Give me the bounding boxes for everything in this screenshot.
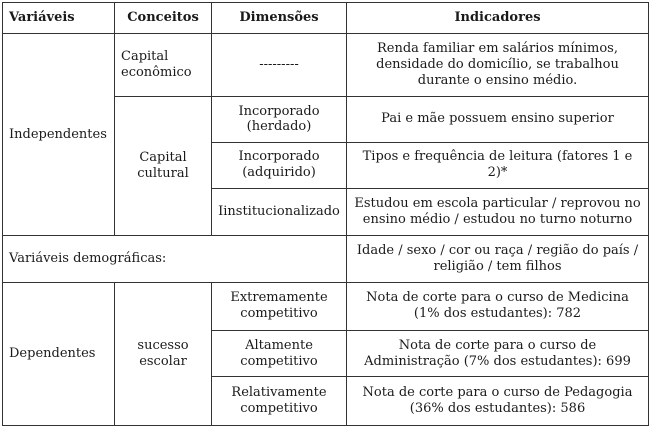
variables-table (2, 2, 649, 426)
indicator-cell: Estudou em escola particular / reprovou no ensino médio / estudou no turno noturno (347, 188, 649, 235)
capital-economico-indicator: Renda familiar em salários mínimos, densidade do domicílio, se trabalhou durante o ensino médio. (347, 34, 649, 97)
dimension-cell: Altamente competitivo (212, 330, 347, 376)
dimension-cell: Extremamente competitivo (212, 282, 347, 330)
header-conceitos: Conceitos (115, 3, 212, 34)
indicator-cell: Nota de corte para o curso de Administração (7% dos estudantes): 699 (347, 330, 649, 376)
indicator-cell: Nota de corte para o curso de Medicina (1% dos estudantes): 782 (347, 282, 649, 330)
capital-cultural-concept: Capital cultural (115, 96, 212, 235)
dimension-cell: Incorporado (adquirido) (212, 143, 347, 188)
header-indicadores: Indicadores (347, 3, 649, 34)
dimension-cell: Incorporado (herdado) (212, 96, 347, 142)
header-row (3, 3, 649, 34)
independentes-label: Independentes (3, 34, 115, 236)
sucesso-escolar-concept: sucesso escolar (115, 282, 212, 426)
table-row (3, 34, 649, 97)
dimension-cell: Iinstitucionalizado (212, 188, 347, 235)
capital-economico-dimension: --------- (212, 34, 347, 97)
header-variaveis: Variáveis (3, 3, 115, 34)
indicator-cell: Nota de corte para o curso de Pedagogia (36% dos estudantes): 586 (347, 377, 649, 426)
indicator-cell: Pai e mãe possuem ensino superior (347, 96, 649, 142)
header-dimensoes: Dimensões (212, 3, 347, 34)
table-row (3, 282, 649, 330)
demograficas-indicator: Idade / sexo / cor ou raça / região do país / religião / tem filhos (347, 236, 649, 282)
table-row (3, 236, 649, 282)
dependentes-label: Dependentes (3, 282, 115, 426)
demograficas-label: Variáveis demográficas: (3, 236, 347, 282)
dimension-cell: Relativamente competitivo (212, 377, 347, 426)
capital-economico-concept: Capital econômico (115, 34, 212, 97)
indicator-cell: Tipos e frequência de leitura (fatores 1 e 2)* (347, 143, 649, 188)
